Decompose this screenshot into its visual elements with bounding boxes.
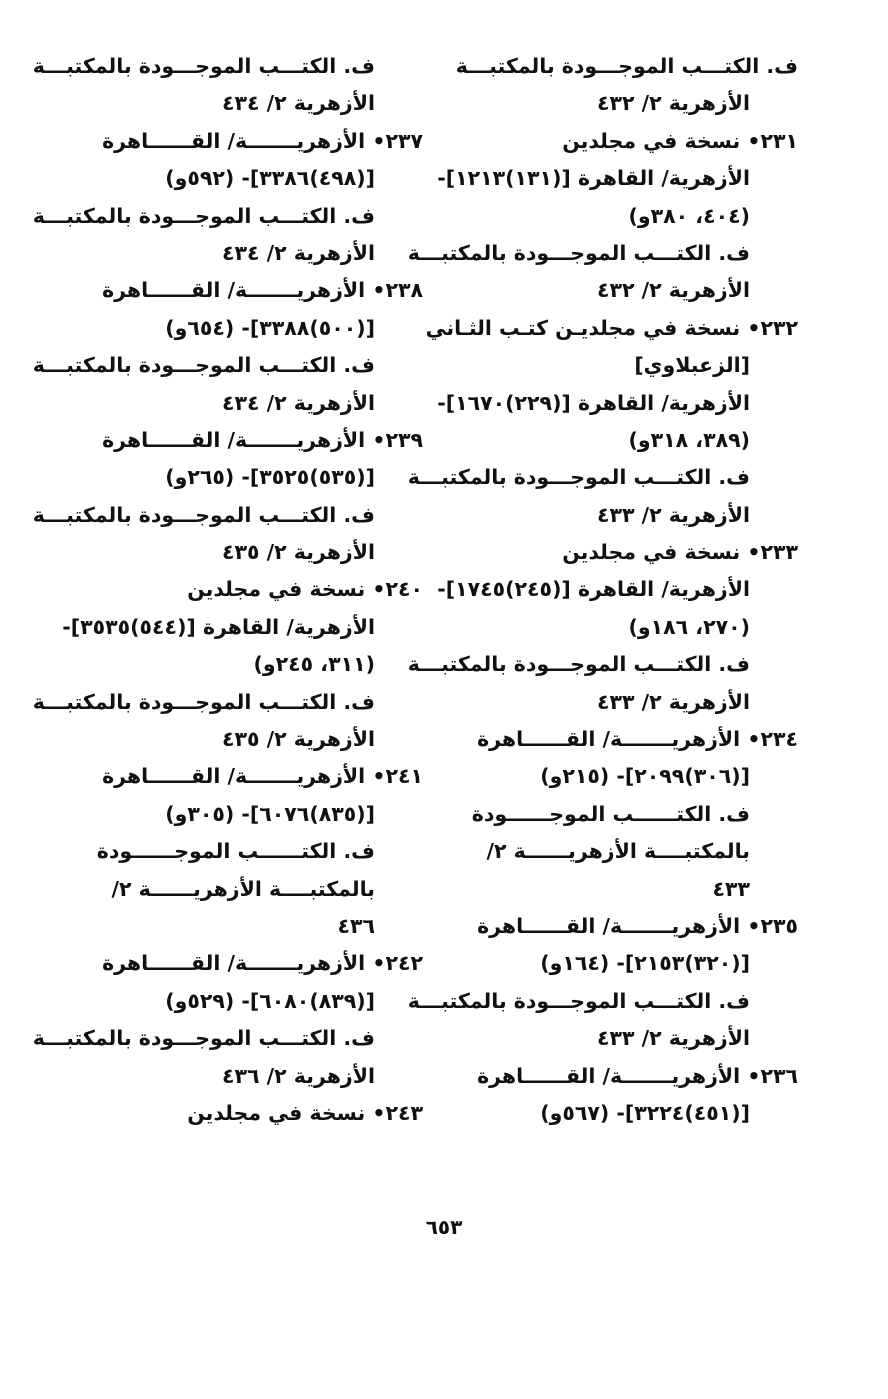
right-column-line: الأزهرية ٢/ ٤٣٣ <box>596 689 750 714</box>
right-column-line: ٢٣٥• الأزهريـــــــة/ القــــــاهرة <box>477 913 798 938</box>
left-column-line: [(٤٩٨)٣٣٨٦]- (٥٩٢و) <box>165 166 375 191</box>
right-column-line: الأزهرية ٢/ ٤٣٣ <box>596 1026 750 1051</box>
right-column-line: ف. الكتـــب الموجـــودة بالمكتبـــة <box>455 54 798 78</box>
left-column-line: ٤٣٦ <box>337 913 375 938</box>
right-column-line: الأزهرية/ القاهرة [(٢٤٥)١٧٤٥]- <box>437 577 750 602</box>
left-column-line: ٢٤٣• نسخة في مجلدين <box>187 1100 423 1125</box>
left-column-line: ٢٤٠• نسخة في مجلدين <box>187 577 423 602</box>
left-column-line: ٢٣٧• الأزهريـــــــة/ القــــــاهرة <box>102 128 423 153</box>
left-column-line: بالمكتبــــة الأزهريــــــة ٢/ <box>111 876 375 901</box>
left-column-line: ف. الكتـــب الموجـــودة بالمكتبـــة <box>32 502 375 527</box>
left-column-line: ٢٣٨• الأزهريـــــــة/ القــــــاهرة <box>102 278 423 303</box>
left-column-line: ف. الكتـــب الموجـــودة بالمكتبـــة <box>32 689 375 714</box>
right-column-line: ف. الكتـــب الموجـــودة بالمكتبـــة <box>407 240 750 265</box>
right-column-line: (٣٨٩، ٣١٨و) <box>628 427 750 452</box>
right-column-line: [الزعبلاوي] <box>634 353 750 378</box>
right-column-line: ٢٣٢• نسخة في مجلديـن كتـب الثـاني <box>425 315 798 340</box>
right-column-line: (٢٧٠، ١٨٦و) <box>628 614 750 639</box>
right-column <box>407 48 798 1132</box>
left-column-line: (٣١١، ٢٤٥و) <box>253 652 375 677</box>
right-column-line: ف. الكتـــب الموجـــودة بالمكتبـــة <box>407 465 750 490</box>
left-column-line: ف. الكتـــب الموجـــودة بالمكتبـــة <box>32 54 375 78</box>
right-column-line: [(٣٢٠)٢١٥٣]- (١٦٤و) <box>540 951 750 976</box>
right-column-line: ف. الكتــــــب الموجــــــودة <box>471 801 750 826</box>
right-column-line: ٢٣٦• الأزهريـــــــة/ القــــــاهرة <box>477 1063 798 1088</box>
right-column-line: ف. الكتـــب الموجـــودة بالمكتبـــة <box>407 652 750 677</box>
right-column-line: الأزهرية ٢/ ٤٣٣ <box>596 502 750 527</box>
right-column-line: الأزهرية/ القاهرة [(١٣١)١٢١٣]- <box>437 166 750 191</box>
left-column-line: ف. الكتـــب الموجـــودة بالمكتبـــة <box>32 203 375 228</box>
left-column-line: الأزهرية ٢/ ٤٣٤ <box>221 390 375 415</box>
left-column-line: ف. الكتـــب الموجـــودة بالمكتبـــة <box>32 353 375 378</box>
left-column-line: [(٨٣٩)٦٠٨٠]- (٥٢٩و) <box>165 988 375 1013</box>
page-number: ٦٥٣ <box>425 1215 463 1239</box>
left-column-line: ٢٤١• الأزهريـــــــة/ القــــــاهرة <box>102 764 423 789</box>
right-column-line: ٤٣٣ <box>712 876 750 901</box>
left-column-line: الأزهرية ٢/ ٤٣٤ <box>221 91 375 116</box>
left-column-line: الأزهرية ٢/ ٤٣٥ <box>221 540 375 565</box>
left-column-line: ف. الكتـــب الموجـــودة بالمكتبـــة <box>32 1026 375 1051</box>
left-column-line: ٢٣٩• الأزهريـــــــة/ القــــــاهرة <box>102 427 423 452</box>
left-column-line: ٢٤٢• الأزهريـــــــة/ القــــــاهرة <box>102 951 423 976</box>
right-column-line: ٢٣٤• الأزهريـــــــة/ القــــــاهرة <box>477 727 798 752</box>
left-column <box>32 48 423 1132</box>
left-column-line: [(٨٣٥)٦٠٧٦]- (٣٠٥و) <box>165 801 375 826</box>
right-column-line: الأزهرية/ القاهرة [(٢٢٩)١٦٧٠]- <box>437 390 750 415</box>
right-column-line: الأزهرية ٢/ ٤٣٢ <box>596 91 750 116</box>
left-column-line: [(٥٣٥)٣٥٢٥]- (٢٦٥و) <box>165 465 375 490</box>
right-column-line: ٢٣٣• نسخة في مجلدين <box>562 540 798 565</box>
left-column-line: [(٥٠٠)٣٣٨٨]- (٦٥٤و) <box>165 315 375 340</box>
right-column-line: ف. الكتـــب الموجـــودة بالمكتبـــة <box>407 988 750 1013</box>
right-column-line: [(٣٠٦)٢٠٩٩]- (٢١٥و) <box>540 764 750 789</box>
left-column-line: الأزهرية/ القاهرة [(٥٤٤)٣٥٣٥]- <box>62 614 375 639</box>
left-column-line: الأزهرية ٢/ ٤٣٦ <box>221 1063 375 1088</box>
right-column-line: الأزهرية ٢/ ٤٣٢ <box>596 278 750 303</box>
left-column-line: الأزهرية ٢/ ٤٣٥ <box>221 727 375 752</box>
right-column-line: بالمكتبــــة الأزهريــــــة ٢/ <box>486 839 750 864</box>
right-column-line: [(٤٥١)٣٢٢٤]- (٥٦٧و) <box>540 1100 750 1125</box>
left-column-line: ف. الكتــــــب الموجــــــودة <box>96 839 375 864</box>
right-column-line: ٢٣١• نسخة في مجلدين <box>562 128 798 153</box>
left-column-line: الأزهرية ٢/ ٤٣٤ <box>221 240 375 265</box>
right-column-line: (٤٠٤، ٣٨٠و) <box>628 203 750 228</box>
